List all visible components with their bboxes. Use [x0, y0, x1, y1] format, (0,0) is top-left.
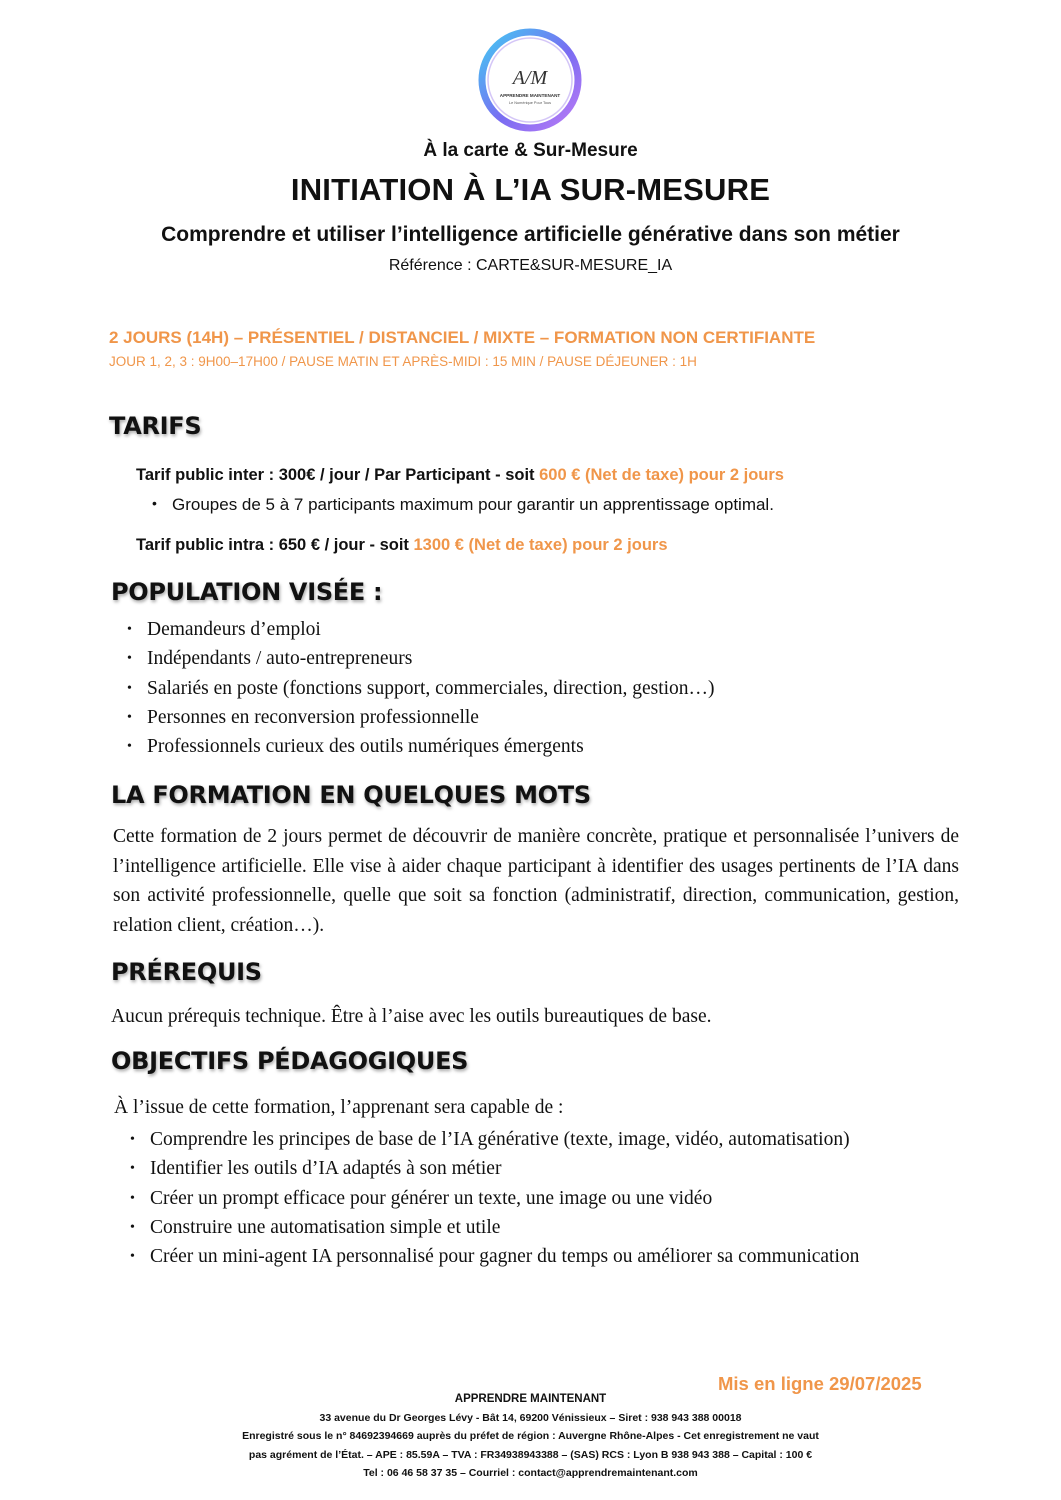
- footer-company: APPRENDRE MAINTENANT: [454, 1393, 607, 1405]
- logo-tagline: Le Numérique Pour Tous: [509, 101, 551, 105]
- logo-company-name: APPRENDRE MAINTENANT: [499, 93, 561, 98]
- tarif-intra: [136, 536, 668, 555]
- tarif-inter-text: Tarif public inter : 300€ / jour / Par Participant - soit: [136, 466, 540, 484]
- footer-contact: Tel : 06 46 58 37 35 – Courriel : contact@apprendremaintenant.com: [363, 1466, 698, 1479]
- objectifs-list: [114, 1125, 958, 1271]
- list-item: • Indépendants / auto-entrepreneurs: [111, 644, 715, 673]
- list-item: • Créer un mini-agent IA personnalisé pour gagner du temps ou améliorer sa communication: [114, 1242, 958, 1271]
- logo-emblem-icon: [476, 26, 584, 134]
- list-item: • Professionnels curieux des outils numériques émergents: [111, 732, 715, 761]
- formation-heading: LA FORMATION EN QUELQUES MOTS: [111, 781, 591, 809]
- tarif-inter: [136, 466, 784, 485]
- list-item: • Identifier les outils d’IA adaptés à son métier: [114, 1154, 958, 1183]
- footer-registration: Enregistré sous le n° 84692394669 auprès du préfet de région : Auvergne Rhône-Alpes - Cet enregistrement ne vaut: [242, 1430, 819, 1443]
- list-item: • Construire une automatisation simple et utile: [114, 1213, 958, 1242]
- format-line: 2 JOURS (14H) – PRÉSENTIEL / DISTANCIEL / MIXTE – FORMATION NON CERTIFIANTE: [109, 328, 816, 347]
- schedule-line: JOUR 1, 2, 3 : 9H00–17H00 / PAUSE MATIN ET APRÈS-MIDI : 15 MIN / PAUSE DÉJEUNER : 1H: [109, 354, 697, 369]
- list-item: • Comprendre les principes de base de l’IA générative (texte, image, vidéo, automatisation): [114, 1125, 958, 1154]
- objectifs-heading: OBJECTIFS PÉDAGOGIQUES: [111, 1047, 469, 1075]
- page-title: INITIATION À L’IA SUR-MESURE: [290, 172, 771, 207]
- tarif-intra-text: Tarif public intra : 650 € / jour - soit: [136, 536, 414, 554]
- formation-text: Cette formation de 2 jours permet de découvrir de manière concrète, pratique et personnalisée l’univers de l’intelligence artificielle. Elle vise à aider chaque participant à identifier des usages pertinents de l’IA dans son activité professionnelle, quelle que soit sa fonction (administratif, direction, communication, gestion, relation client, création…).: [113, 826, 959, 936]
- list-item: • Salariés en poste (fonctions support, commerciales, direction, gestion…): [111, 674, 715, 703]
- tarifs-heading: TARIFS: [109, 412, 202, 440]
- population-heading: POPULATION VISÉE :: [111, 578, 383, 606]
- logo: [476, 26, 584, 134]
- footer-legal: pas agrément de l’État. – APE : 85.59A – TVA : FR34938943388 – (SAS) RCS : Lyon B 938 943 388 – Capital : 100 €: [248, 1448, 813, 1461]
- footer-address: 33 avenue du Dr Georges Lévy - Bât 14, 69200 Vénissieux – Siret : 938 943 388 00018: [319, 1412, 742, 1425]
- objectifs-intro: À l’issue de cette formation, l’apprenant sera capable de :: [114, 1097, 564, 1118]
- page-subtitle: Comprendre et utiliser l’intelligence artificielle générative dans son métier: [161, 223, 900, 246]
- tarif-inter-notes: [136, 495, 774, 515]
- population-list: [111, 615, 715, 761]
- list-item: • Groupes de 5 à 7 participants maximum pour garantir un apprentissage optimal.: [136, 495, 774, 515]
- logo-monogram: A/M: [512, 67, 548, 89]
- list-item: • Demandeurs d’emploi: [111, 615, 715, 644]
- kicker: À la carte & Sur-Mesure: [423, 140, 638, 161]
- tarif-intra-price: 1300 € (Net de taxe) pour 2 jours: [413, 536, 668, 554]
- prerequis-text: Aucun prérequis technique. Être à l’aise avec les outils bureautiques de base.: [111, 1006, 712, 1027]
- footer: [0, 1390, 1061, 1482]
- list-item: • Créer un prompt efficace pour générer un texte, une image ou une vidéo: [114, 1184, 958, 1213]
- tarif-inter-price: 600 € (Net de taxe) pour 2 jours: [539, 466, 784, 484]
- online-date: Mis en ligne 29/07/2025: [718, 1373, 922, 1394]
- prerequis-heading: PRÉREQUIS: [111, 958, 262, 986]
- reference: Référence : CARTE&SUR-MESURE_IA: [388, 257, 673, 274]
- list-item: • Personnes en reconversion professionnelle: [111, 703, 715, 732]
